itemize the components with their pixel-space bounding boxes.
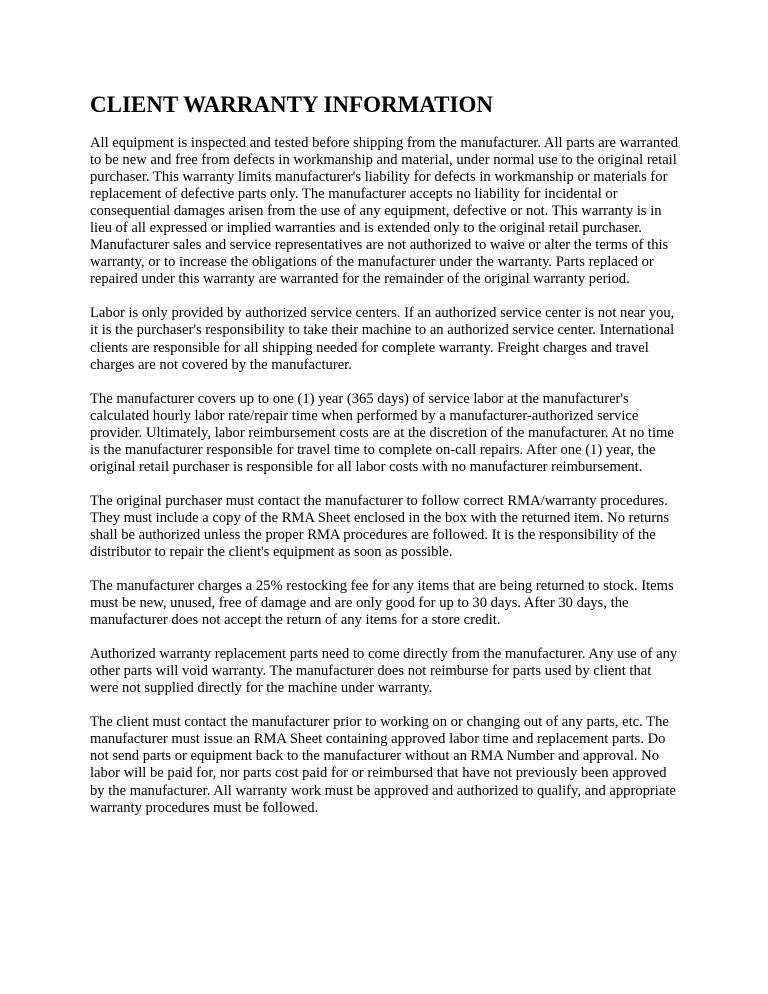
paragraph-labor-coverage-period: The manufacturer covers up to one (1) year (365 days) of service labor at the manufacturer's calculated hourly labor rate/repair time when performed by a manufacturer-authorized service provider. Ultimately, labor reimbursement costs are at the discretion of the manufacturer. At no time is the manufacturer responsible for travel time to complete on-call repairs. After one (1) year, the original retail purchaser is responsible for all labor costs with no manufacturer reimbursement. <box>90 390 674 475</box>
paragraph-warranty-coverage: All equipment is inspected and tested before shipping from the manufacturer. All parts are warranted to be new and free from defects in workmanship and material, under normal use to the original retail purchaser. This warranty limits manufacturer's liability for defects in workmanship or materials for replacement of defective parts only. The manufacturer accepts no liability for incidental or consequential damages arisen from the use of any equipment, defective or not. This warranty is in lieu of all expressed or implied warranties and is extended only to the original retail purchaser. Manufacturer sales and service representatives are not authorized to waive or alter the terms of this warranty, or to increase the obligations of the manufacturer under the warranty. Parts replaced or repaired under this warranty are warranted for the remainder of the original warranty period. <box>90 135 679 288</box>
paragraph-restocking-fee: The manufacturer charges a 25% restocking fee for any items that are being returned to stock. Items must be new, unused, free of damage and are only good for up to 30 days. After 30 days, the manufacturer does not accept the return of any items for a store credit. <box>90 578 674 629</box>
paragraph-replacement-parts: Authorized warranty replacement parts need to come directly from the manufacturer. Any use of any other parts will void warranty. The manufacturer does not reimburse for parts used by client that were not supplied directly for the machine under warranty. <box>90 646 678 697</box>
document-title: CLIENT WARRANTY INFORMATION <box>90 92 493 117</box>
paragraph-prior-approval: The client must contact the manufacturer prior to working on or changing out of any parts, etc. The manufacturer must issue an RMA Sheet containing approved labor time and replacement parts. Do not send parts or equipment back to the manufacturer without an RMA Number and approval. No labor will be paid for, nor parts cost paid for or reimbursed that have not previously been approved by the manufacturer. All warranty work must be approved and authorized to qualify, and appropriate warranty procedures must be followed. <box>90 714 676 816</box>
paragraph-rma-procedures: The original purchaser must contact the manufacturer to follow correct RMA/warranty procedures. They must include a copy of the RMA Sheet enclosed in the box with the returned item. No returns shall be authorized unless the proper RMA procedures are followed. It is the responsibility of the distributor to repair the client's equipment as soon as possible. <box>90 492 670 560</box>
document-page <box>90 92 680 834</box>
paragraph-labor-service-centers: Labor is only provided by authorized service centers. If an authorized service center is not near you, it is the purchaser's responsibility to take their machine to an authorized service center. International clients are responsible for all shipping needed for complete warranty. Freight charges and travel charges are not covered by the manufacturer. <box>90 305 675 373</box>
